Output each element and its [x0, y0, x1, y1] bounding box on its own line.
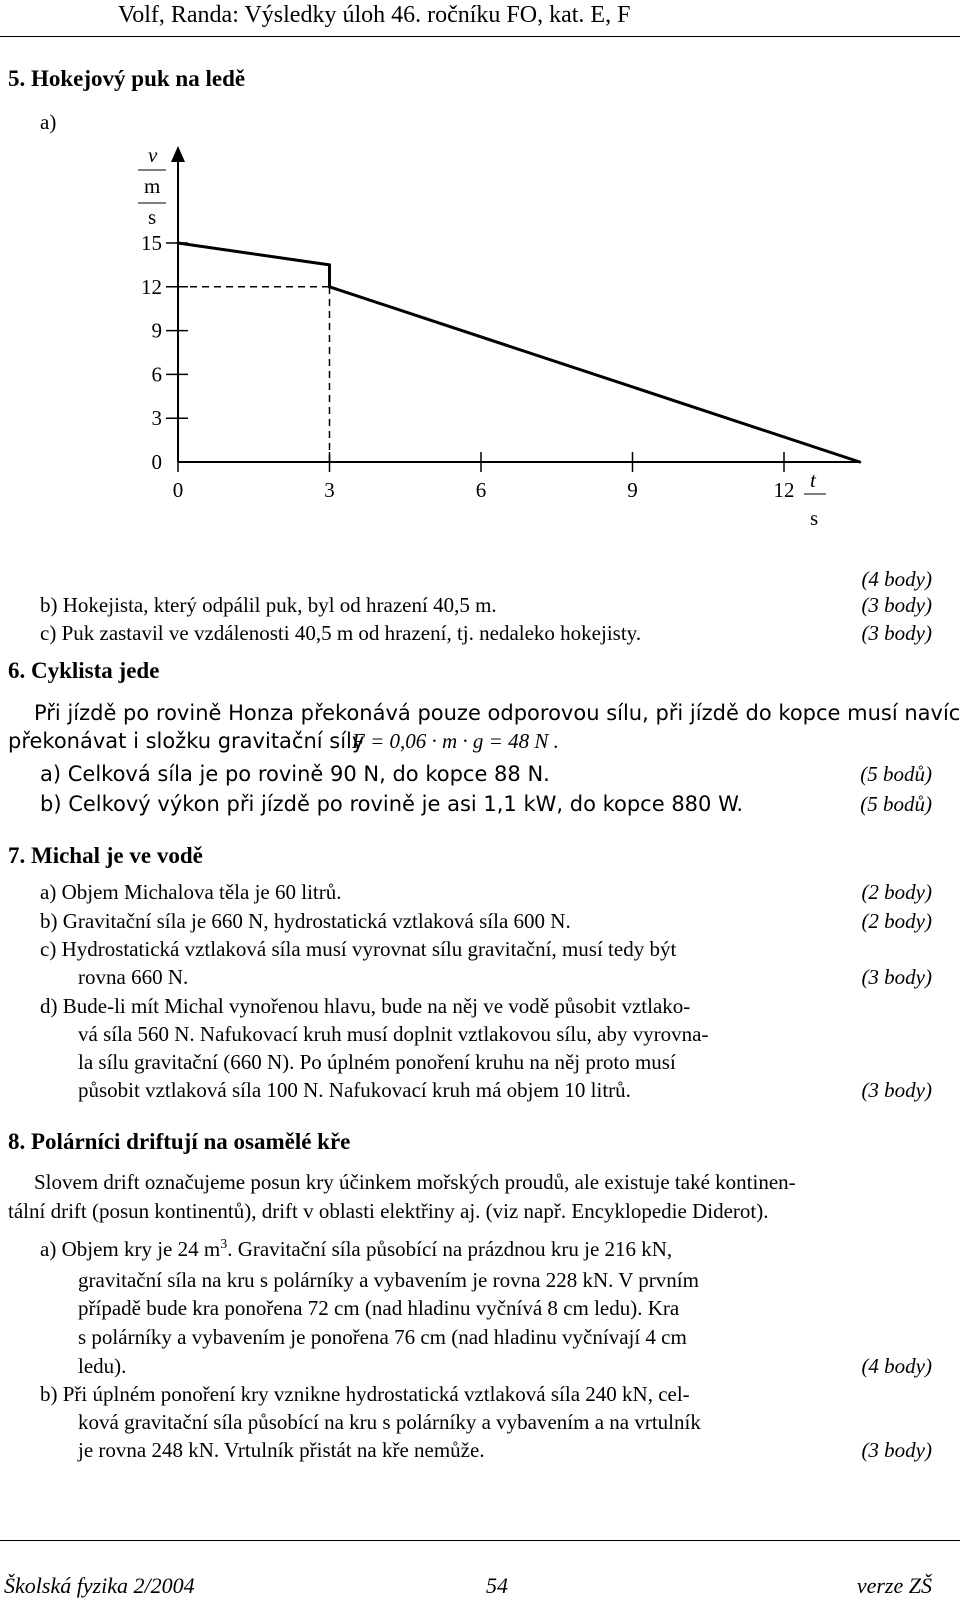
section-7-d-line3: la sílu gravitační (660 N). Po úplném ponoření kruhu na něj proto musí — [78, 1050, 676, 1074]
section-7-d-line1: d) Bude-li mít Michal vynořenou hlavu, bude na něj ve vodě působit vztlako- — [40, 994, 691, 1018]
footer-journal: Školská fyzika 2/2004 — [4, 1573, 195, 1598]
section-6-intro-line1: Při jízdě po rovině Honza překonává pouze odporovou sílu, při jízdě do kopce musí navíc — [34, 701, 960, 725]
section-8-a-line5: ledu). — [78, 1354, 127, 1378]
section-7-d-line2: vá síla 560 N. Nafukovací kruh musí doplnit vztlakovou sílu, aby vyrovna- — [78, 1022, 709, 1046]
section-8-heading: 8. Polárníci driftují na osamělé kře — [8, 1129, 351, 1154]
section-8-intro-line2: tální drift (posun kontinentů), drift v oblasti elektřiny aj. (viz např. Encyklopedie Diderot). — [8, 1199, 769, 1223]
section-5-c-text: c) Puk zastavil ve vzdálenosti 40,5 m od hrazení, tj. nedaleko hokejisty. — [40, 621, 642, 645]
section-8-a-line3: případě bude kra ponořena 72 cm (nad hladinu vyčnívá 8 cm ledu). Kra — [78, 1296, 680, 1320]
velocity-time-chart — [0, 0, 960, 560]
y-tick-label-9: 9 — [151, 318, 162, 343]
y-tick-label-3: 3 — [151, 406, 162, 431]
section-8-b-line3: je rovna 248 kN. Vrtulník přistát na kře nemůže. — [78, 1438, 485, 1462]
section-7-c-line2: rovna 660 N. — [78, 965, 189, 989]
section-8-a-suffix: . Gravitační síla působící na prázdnou kru je 216 kN, — [227, 1237, 673, 1261]
section-8-a-line4: s polárníky a vybavením je ponořena 76 cm (nad hladinu vyčnívají 4 cm — [78, 1325, 687, 1349]
series-segment-0 — [178, 243, 330, 265]
section-8-b-line2: ková gravitační síla působící na kru s polárníky a vybavením a na vrtulník — [78, 1410, 701, 1434]
section-6-heading: 6. Cyklista jede — [8, 658, 160, 683]
section-7-c-points: (3 body) — [861, 965, 932, 989]
y-tick-label-12: 12 — [141, 274, 162, 299]
section-6-formula: F = 0,06 · m · g = 48 N . — [352, 729, 559, 753]
section-7-a-text: a) Objem Michalova těla je 60 litrů. — [40, 880, 342, 904]
y-axis-label-m: m — [144, 174, 161, 198]
section-8-intro-line1: Slovem drift označujeme posun kry účinkem mořských proudů, ale existuje také kontinen- — [34, 1170, 796, 1194]
series-segment-2 — [330, 287, 860, 462]
y-tick-label-6: 6 — [151, 362, 162, 387]
x-tick-label-0: 0 — [172, 478, 184, 502]
section-8-a-line1 — [40, 1237, 672, 1262]
section-6-a-text: a) Celková síla je po rovině 90 N, do kopce 88 N. — [40, 762, 550, 786]
x-axis-label-t: t — [810, 468, 816, 492]
section-7-heading: 7. Michal je ve vodě — [8, 843, 203, 868]
section-7-a-points: (2 body) — [861, 880, 932, 904]
section-6-b-text: b) Celkový výkon při jízdě po rovině je asi 1,1 kW, do kopce 880 W. — [40, 792, 744, 816]
footer-page-number: 54 — [486, 1573, 508, 1598]
section-8-a-line2: gravitační síla na kru s polárníky a vybavením je rovna 228 kN. V prvním — [78, 1268, 699, 1292]
section-7-d-line4: působit vztlaková síla 100 N. Nafukovací kruh má objem 10 litrů. — [78, 1078, 631, 1102]
y-axis-label-s: s — [148, 205, 157, 229]
x-tick-label-3: 3 — [324, 478, 335, 502]
section-5-c-points: (3 body) — [861, 621, 932, 645]
y-axis-arrow — [171, 146, 185, 162]
y-tick-label-15: 15 — [141, 231, 162, 255]
section-8-a-prefix: a) Objem kry je — [40, 1237, 173, 1261]
section-8-a-exponent: 3 — [220, 1237, 228, 1252]
footer-rule — [0, 1540, 960, 1541]
section-6-a-points: (5 bodů) — [860, 762, 932, 786]
x-axis-label-s: s — [810, 506, 819, 530]
section-8-a-volume: 24 m — [177, 1237, 221, 1261]
section-6-intro-line2: překonávat i složku gravitační síly — [8, 729, 365, 753]
x-tick-label-6: 6 — [475, 478, 487, 502]
x-tick-label-9: 9 — [627, 478, 638, 502]
y-axis-label-v: v — [148, 143, 158, 167]
section-7-d-points: (3 body) — [861, 1078, 932, 1102]
section-7-b-text: b) Gravitační síla je 660 N, hydrostatická vztlaková síla 600 N. — [40, 909, 571, 933]
footer-version: verze ZŠ — [856, 1573, 932, 1598]
section-7-b-points: (2 body) — [861, 909, 932, 933]
section-8-a-points: (4 body) — [861, 1354, 932, 1378]
section-5-b-text: b) Hokejista, který odpálil puk, byl od hrazení 40,5 m. — [40, 593, 497, 617]
page-header-title: Volf, Randa: Výsledky úloh 46. ročníku FO, kat. E, F — [118, 2, 631, 28]
section-5-b-points: (3 body) — [861, 593, 932, 617]
section-7-c-line1: c) Hydrostatická vztlaková síla musí vyrovnat sílu gravitační, musí tedy být — [40, 937, 677, 961]
section-5-a-label: a) — [40, 110, 57, 134]
section-5-a-points: (4 body) — [861, 567, 932, 591]
section-5-heading: 5. Hokejový puk na ledě — [8, 66, 246, 91]
y-tick-label-0: 0 — [151, 450, 162, 474]
section-8-b-points: (3 body) — [861, 1438, 932, 1462]
x-tick-label-12: 12 — [773, 478, 795, 502]
section-8-b-line1: b) Při úplném ponoření kry vznikne hydrostatická vztlaková síla 240 kN, cel- — [40, 1382, 690, 1406]
section-6-b-points: (5 bodů) — [860, 792, 932, 816]
